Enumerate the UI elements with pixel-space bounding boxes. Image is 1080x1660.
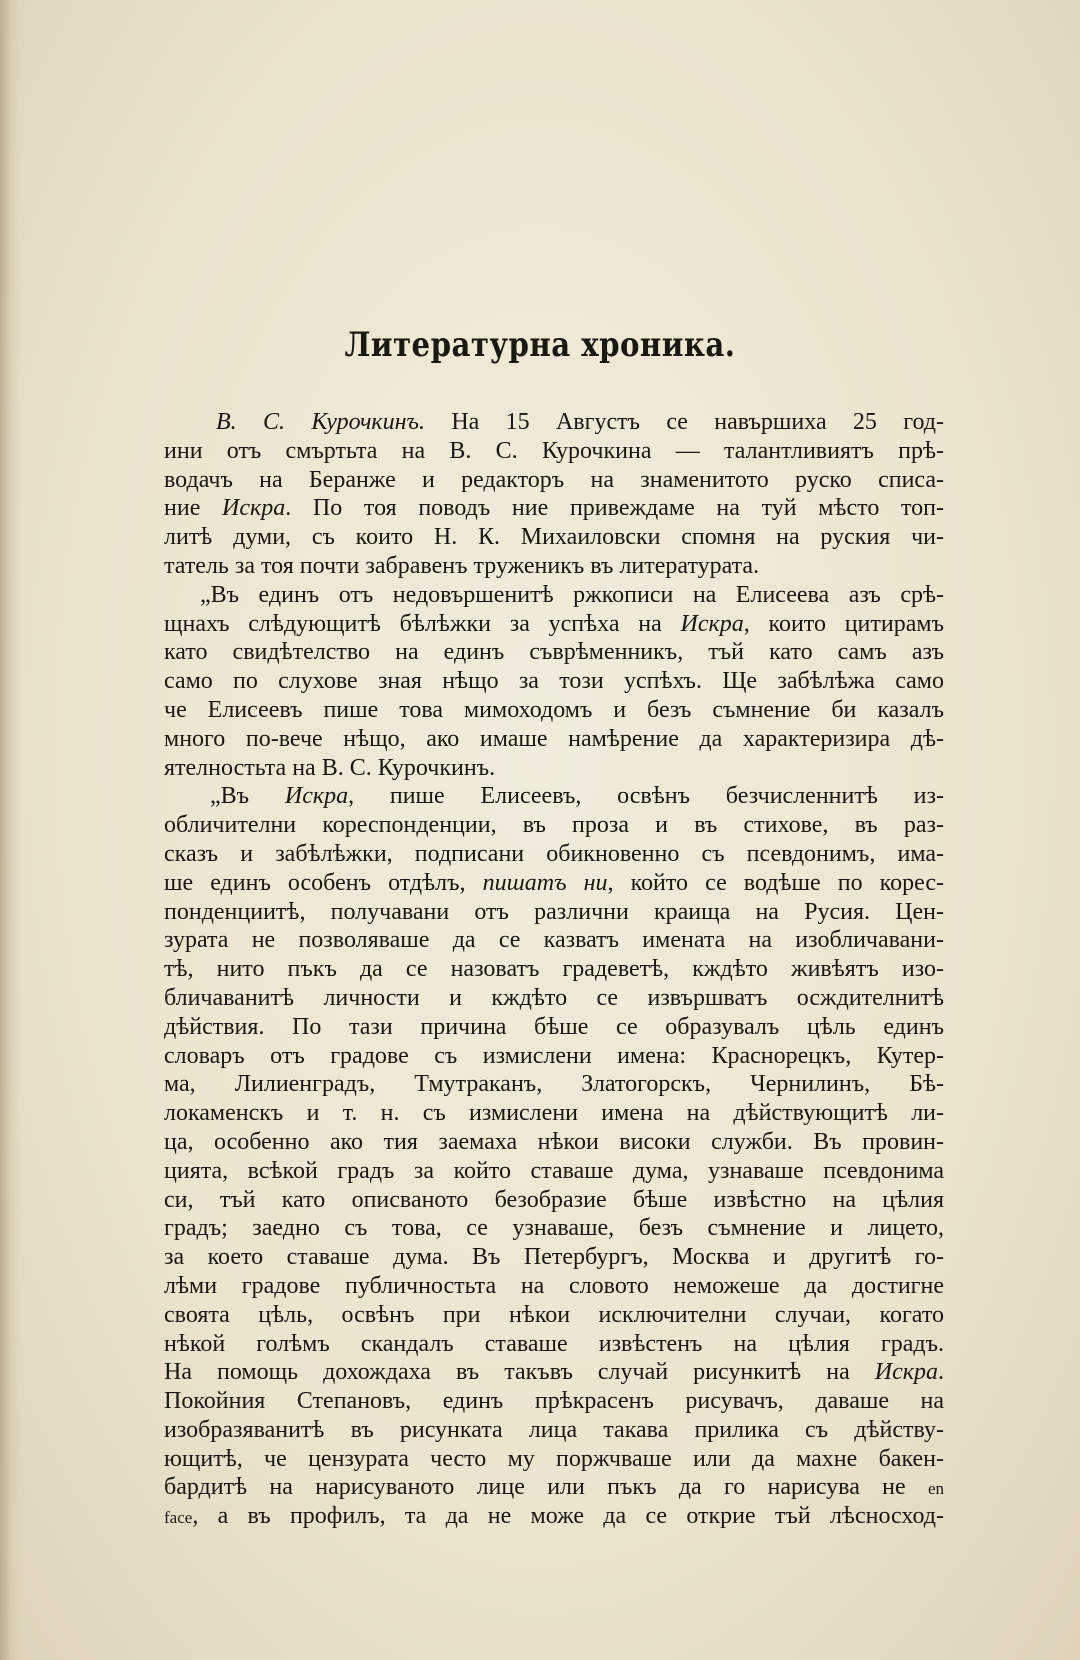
text-line: само по слухове зная нѣщо за този успѣхъ. Ще забѣлѣжа само [164, 668, 944, 695]
text-line: литѣ думи, съ които Н. К. Михаиловски спомня на руския чи- [164, 524, 944, 551]
foreign-phrase: face [164, 1508, 193, 1528]
text-line: сказъ и забѣлѣжки, подписани обикновенно съ псевдонимъ, има- [164, 840, 944, 867]
text-line: изобразяванитѣ въ рисунката лица такава прилика съ дѣйству- [164, 1416, 944, 1443]
text-line: щнахъ слѣдующитѣ бѣлѣжки за успѣха на Искра, които цитирамъ [164, 610, 944, 637]
text-line: На помощь дохождаха въ такъвъ случай рисункитѣ на Искра. [164, 1359, 944, 1386]
text-line: локаменскъ и т. н. съ измислени имена на дѣйствующитѣ ли- [164, 1100, 944, 1127]
text-line: ини отъ смъртьта на В. С. Курочкина — талантливиятъ прѣ- [164, 437, 944, 464]
text-line: бардитѣ на нарисуваното лице или пъкъ да го нарисува не en [164, 1474, 944, 1501]
text-line: си, тъй като описваното безобразие бѣше извѣстно на цѣлия [164, 1186, 944, 1213]
page-spine-shadow [0, 0, 22, 1660]
text-line: нѣкой голѣмъ скандалъ ставаше извѣстенъ на цѣлия градъ. [164, 1330, 944, 1357]
text-line: като свидѣтелство на единъ съврѣменникъ, тъй като самъ азъ [164, 639, 944, 666]
paragraph-2 [164, 581, 944, 783]
page-heading: Литературна хроника. [344, 325, 736, 365]
text-line: много по-вече нѣщо, ако имаше намѣрение да характеризира дѣ- [164, 725, 944, 752]
text-line: В. С. Курочкинъ. На 15 Августъ се навършиха 25 год- [216, 409, 945, 435]
text-line: „Въ единъ отъ недовършенитѣ ржкописи на Елисеева азъ срѣ- [200, 581, 944, 608]
magazine-title: Искра [222, 495, 286, 522]
magazine-title: Искра [874, 1359, 938, 1386]
text-line: татель за тоя почти забравенъ труженикъ въ литературата. [164, 552, 760, 579]
text-line: тѣ, нито пъкъ да се назоватъ градеветѣ, кждѣто живѣятъ изо- [164, 956, 944, 983]
text-line: „Въ Искра, пише Елисеевъ, освѣнъ безчисленнитѣ из- [210, 783, 944, 810]
text-line: ца, особенно ако тия заемаха нѣкои високи служби. Въ провин- [164, 1128, 944, 1155]
paragraph-1 [164, 408, 944, 581]
text-line: дѣйствия. По тази причина бѣше се образувалъ цѣль единъ [164, 1013, 944, 1040]
text-line: ма, Лилиенградъ, Тмутраканъ, Златогорскъ, Чернилинъ, Бѣ- [164, 1071, 944, 1098]
text-line: своята цѣль, освѣнъ при нѣкои исключителни случаи, когато [164, 1301, 944, 1328]
text-line: обличителни кореспонденции, въ проза и въ стихове, въ раз- [164, 812, 944, 839]
text-line: ше единъ особенъ отдѣлъ, пишатъ ни, който се водѣше по корес- [164, 869, 944, 896]
text-line: зурата не позволяваше да се казватъ имената на изобличавани- [164, 927, 944, 954]
author-name: В. С. Курочкинъ. [216, 409, 425, 435]
text-line: че Елисеевъ пише това мимоходомъ и безъ съмнение би казалъ [164, 696, 944, 723]
text-line: градъ; заедно съ това, се узнаваше, безъ съмнение и лицето, [164, 1215, 944, 1242]
text-line: понденциитѣ, получавани отъ различни краища на Русия. Цен- [164, 898, 944, 925]
text-line: бличаванитѣ личности и кждѣто се извършватъ осждителнитѣ [164, 984, 944, 1011]
text-line: ние Искра. По тоя поводъ ние привеждаме на туй мѣсто топ- [164, 495, 944, 522]
text-line: ятелностьта на В. С. Курочкинъ. [164, 754, 496, 781]
magazine-title: Искра [284, 783, 349, 810]
text-line: face, а въ профилъ, та да не може да се открие тъй лѣсносход- [164, 1503, 944, 1530]
text-line: цията, всѣкой градъ за който ставаше дума, узнаваше псевдонима [164, 1157, 944, 1184]
foreign-phrase: en [927, 1479, 944, 1499]
text-line: Покойния Степановъ, единъ прѣкрасенъ рисувачъ, даваше на [164, 1388, 944, 1415]
text-line: водачъ на Беранже и редакторъ на знаменитото руско списа- [164, 466, 944, 493]
text-line: лѣми градове публичностьта на словото неможеше да достигне [164, 1272, 944, 1299]
article-body [164, 408, 944, 1531]
text-line: ющитѣ, че цензурата често му поржчваше или да махне бакен- [164, 1445, 944, 1472]
paragraph-3 [164, 782, 944, 1531]
magazine-title: Искра [680, 610, 744, 637]
section-title: пишатъ ни [482, 869, 608, 896]
text-line: словаръ отъ градове съ измислени имена: Краснорецкъ, Кутер- [164, 1042, 944, 1069]
text-line: за което ставаше дума. Въ Петербургъ, Москва и другитѣ го- [164, 1244, 944, 1271]
